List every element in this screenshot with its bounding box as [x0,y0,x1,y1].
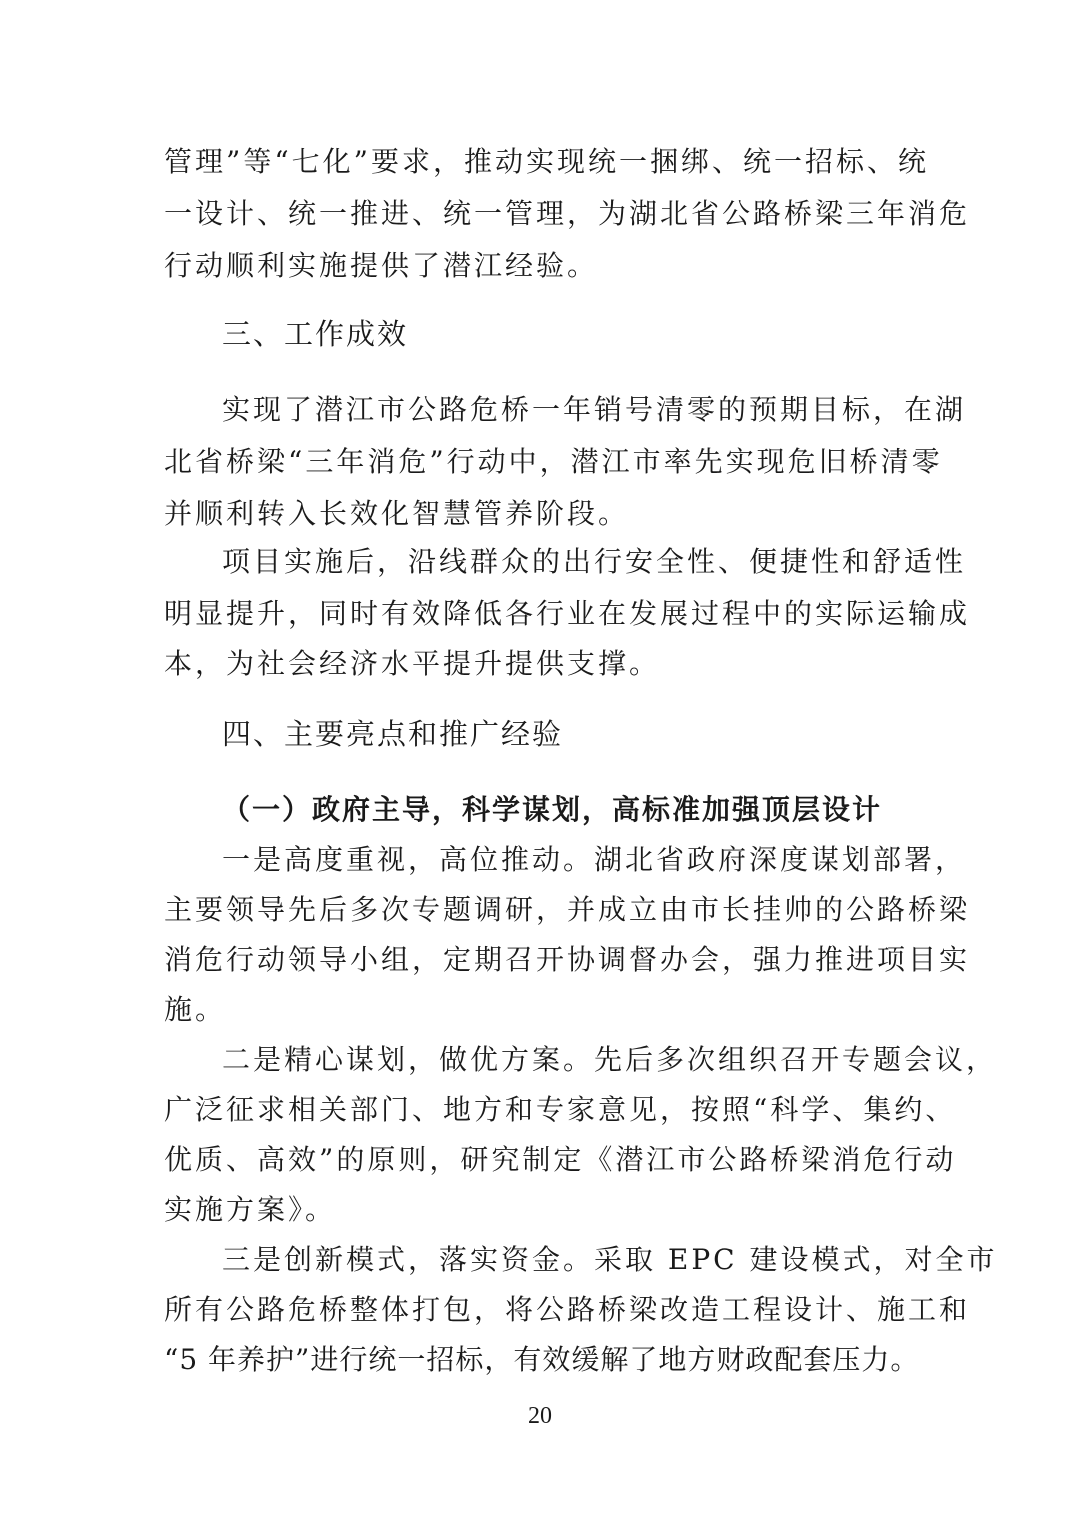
paragraph-line: 主要领导先后多次专题调研，并成立由市长挂帅的公路桥梁 [164,893,971,926]
paragraph-line: 消危行动领导小组，定期召开协调督办会，强力推进项目实 [164,943,971,976]
page-number: 20 [528,1403,552,1429]
paragraph-line: 实施方案》。 [164,1193,337,1226]
paragraph-line: 优质、高效”的原则，研究制定《潜江市公路桥梁消危行动 [164,1143,957,1176]
paragraph-line: 三是创新模式，落实资金。采取 EPC 建设模式，对全市 [222,1243,998,1276]
paragraph-line: “5 年养护”进行统一招标，有效缓解了地方财政配套压力。 [164,1343,920,1376]
paragraph-line: 一设计、统一推进、统一管理，为湖北省公路桥梁三年消危 [164,197,971,230]
paragraph-line: 北省桥梁“三年消危”行动中，潜江市率先实现危旧桥清零 [164,445,943,478]
subsection-heading-1: （一）政府主导，科学谋划，高标准加强顶层设计 [222,793,883,826]
paragraph-line: 所有公路危桥整体打包，将公路桥梁改造工程设计、施工和 [164,1293,971,1326]
paragraph-line: 二是精心谋划，做优方案。先后多次组织召开专题会议， [222,1043,998,1076]
paragraph-line: 广泛征求相关部门、地方和专家意见，按照“科学、集约、 [164,1093,957,1126]
paragraph-line: 项目实施后，沿线群众的出行安全性、便捷性和舒适性 [222,545,967,578]
paragraph-line: 实现了潜江市公路危桥一年销号清零的预期目标，在湖 [222,393,967,426]
section-heading-3: 三、工作成效 [222,317,409,351]
paragraph-line: 明显提升，同时有效降低各行业在发展过程中的实际运输成 [164,597,971,630]
paragraph-line: 行动顺利实施提供了潜江经验。 [164,249,599,282]
paragraph-line: 本，为社会经济水平提升提供支撑。 [164,647,661,680]
paragraph-line: 并顺利转入长效化智慧管养阶段。 [164,497,630,530]
paragraph-line: 施。 [164,993,227,1026]
paragraph-line: 一是高度重视，高位推动。湖北省政府深度谋划部署， [222,843,967,876]
section-heading-4: 四、主要亮点和推广经验 [222,717,564,751]
paragraph-line: 管理”等“七化”要求，推动实现统一捆绑、统一招标、统 [164,145,929,178]
